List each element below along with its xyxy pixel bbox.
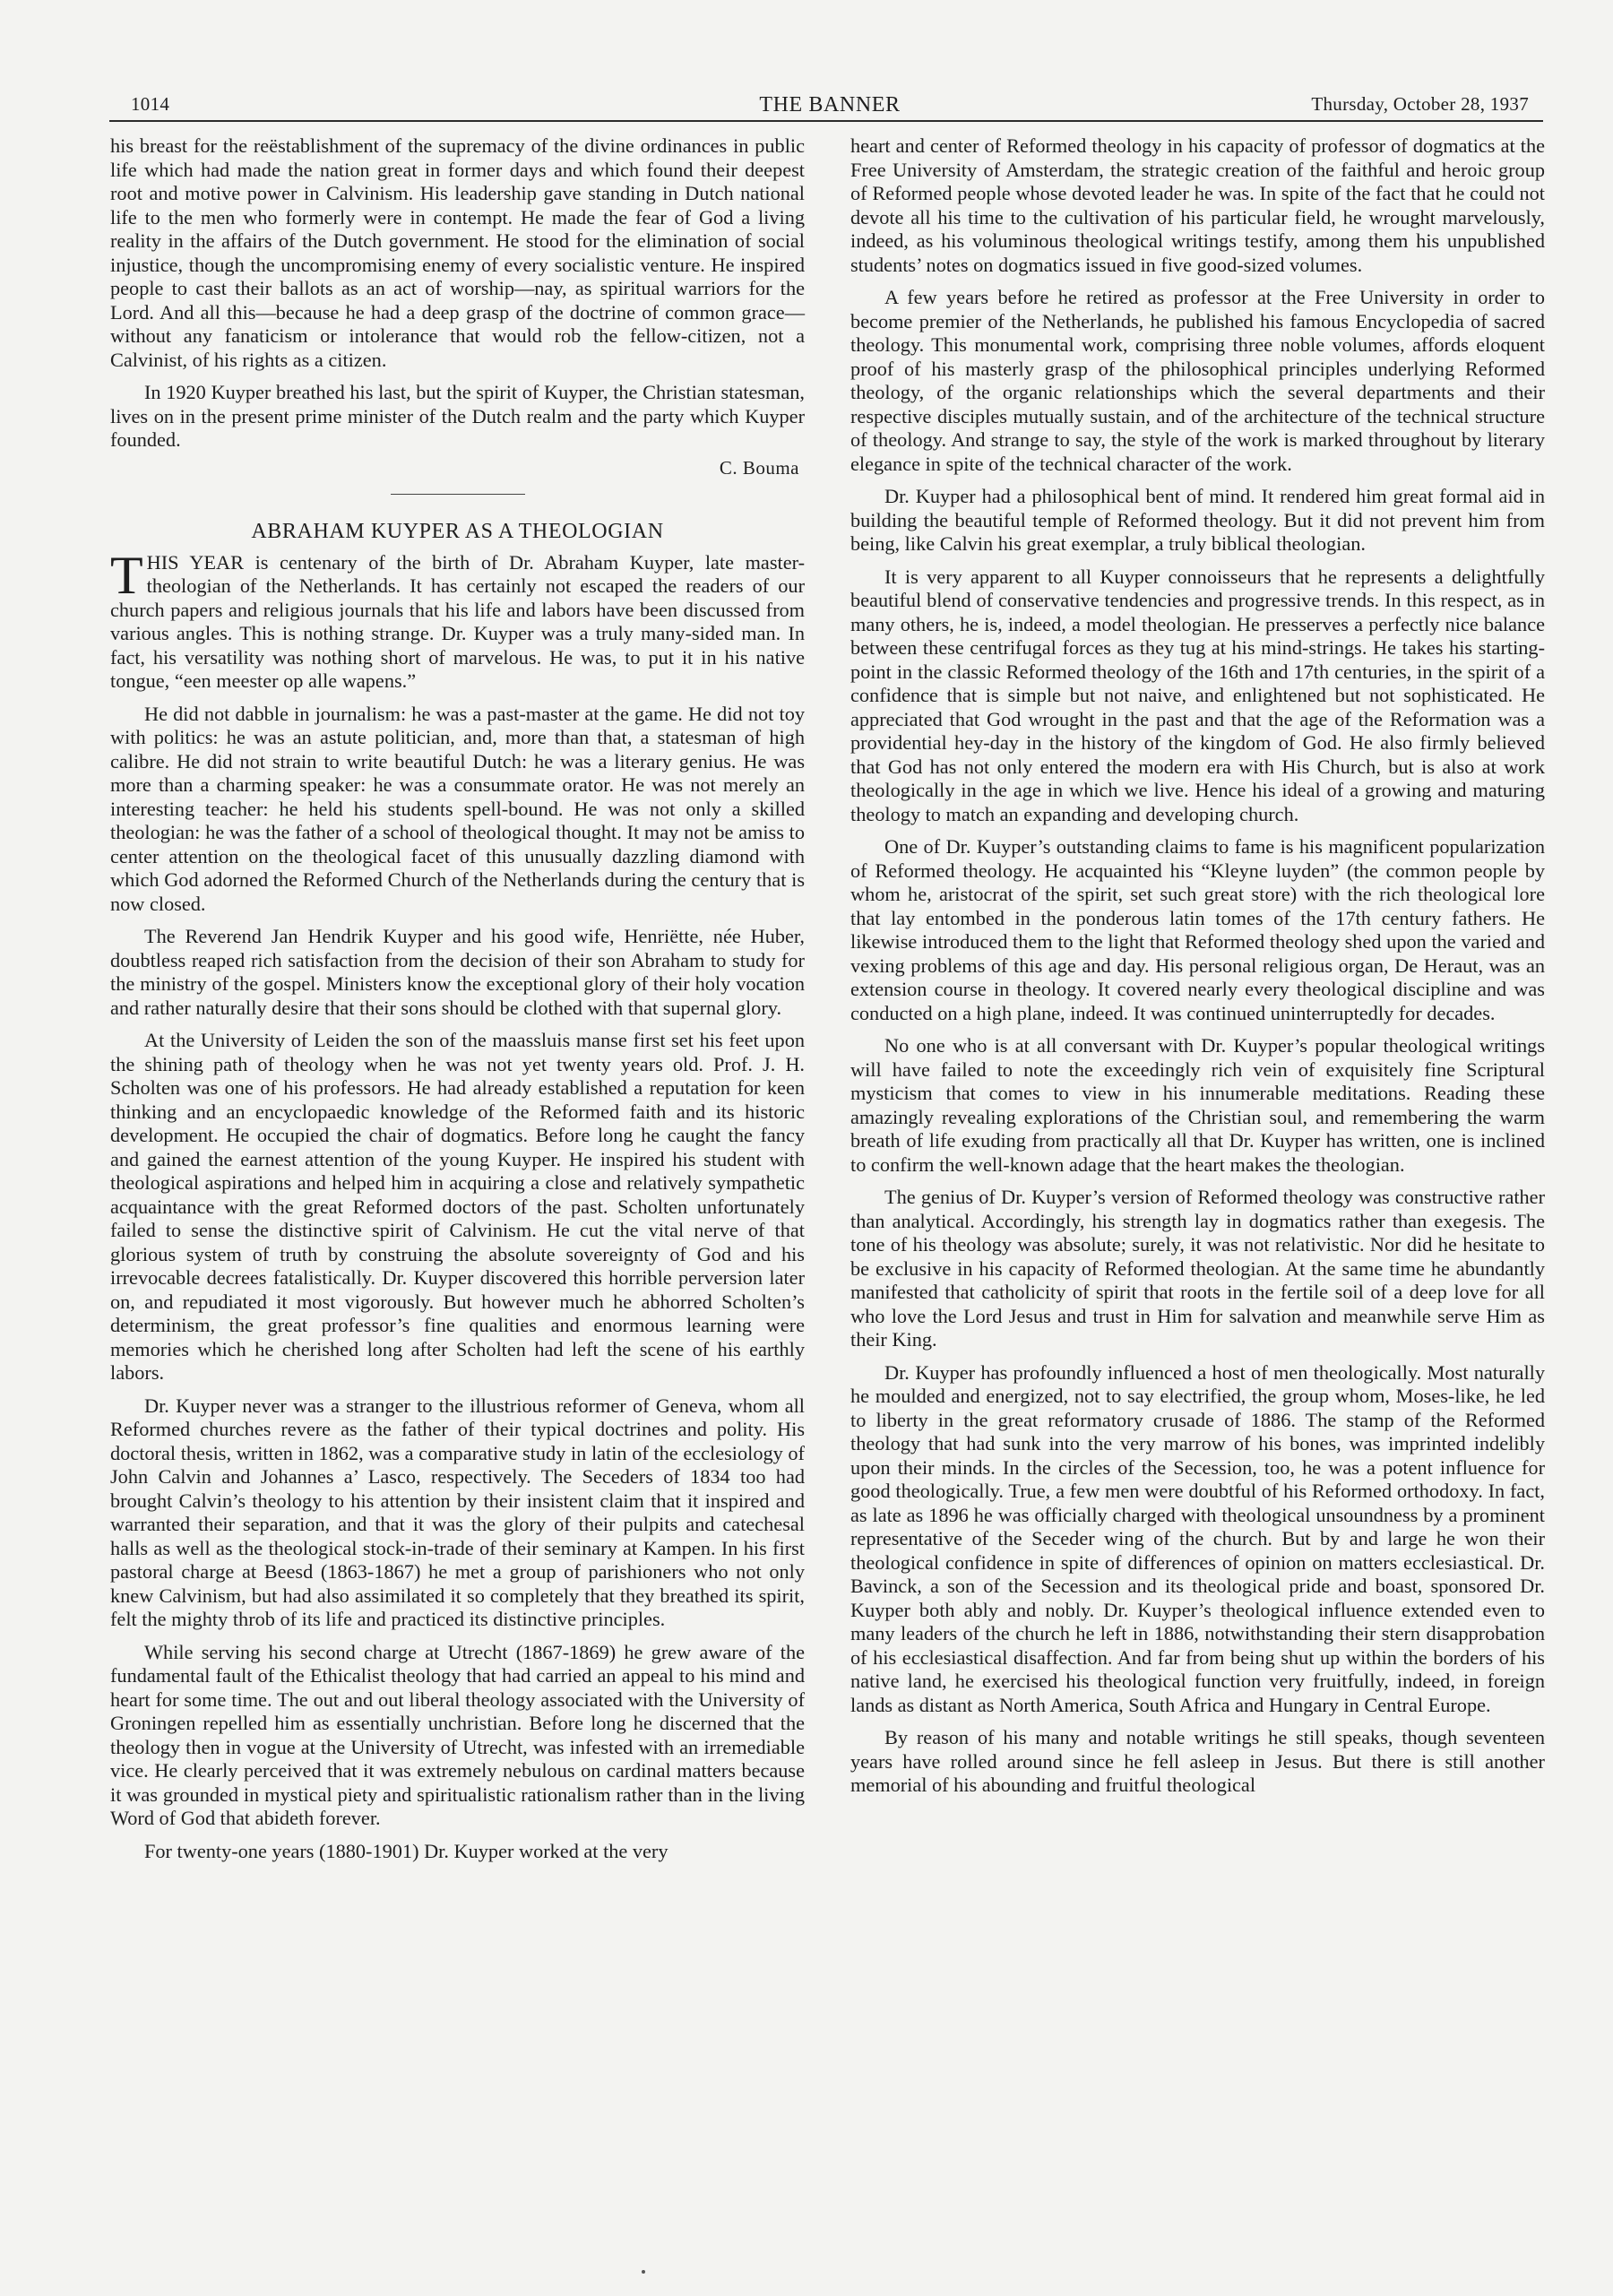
article-title: ABRAHAM KUYPER AS A THEOLOGIAN — [251, 520, 664, 543]
body-paragraph: By reason of his many and notable writings he still speaks, though seventeen years have rolled around since he fell asleep in Jesus. But there is still another memorial of his abounding and fruitful theological — [850, 1726, 1545, 1796]
body-paragraph: Dr. Kuyper has profoundly influenced a host of men theologically. Most naturally he moulded and energized, not to say electrified, the group whom, Moses-like, he led to liberty in the great reformatory crusade of 1886. The stamp of the Reformed theology that had sunk into the very marrow of his bones, was imprinted indelibly upon their minds. In the circles of the Secession, too, he was a potent influence for good theologically. True, a few men were doubtful of his Reformed orthodoxy. In fact, as late as 1896 he was officially charged with theological unsoundness by a prominent representative of the Seceder wing of the church. But by and large he won their theological confidence in spite of differences of opinion on matters ecclesiastical. Dr. Bavinck, a son of the Secession and its theological pride and boast, sponsored Dr. Kuyper both ably and nobly. Dr. Kuyper’s theological influence extended even to many leaders of the church he left in 1886, notwithstanding their stern disapprobation of his ecclesiastical disaffection. And far from being shut up within the borders of his native land, he exercised his theological function very fruitfully, indeed, in foreign lands as distant as North America, South Africa and Hungary in Central Europe. — [850, 1360, 1545, 1716]
page-mark — [642, 2270, 645, 2274]
body-paragraph: Dr. Kuyper never was a stranger to the illustrious reformer of Geneva, whom all Reformed churches revere as the father of their typical doctrines and polity. His doctoral thesis, written in 1862, was a comparative study in latin of the ecclesiology of John Calvin and Johannes a’ Lasco, respectively. The Seceders of 1834 too had brought Calvin’s theology to his attention by their insistent claim that it inspired and warranted their separation, and that it was the glory of their pulpits and catechesal halls as well as the theological stock-in-trade of their seminary at Kampen. In his first pastoral charge at Beesd (1863-1867) he met a group of parishioners who not only knew Calvinism, but had also assimilated it so completely that they breathed its spirit, felt the mighty throb of its life and practiced its distinctive principles. — [110, 1394, 805, 1630]
right-column — [850, 134, 1545, 1807]
publication-title: THE BANNER — [759, 93, 901, 117]
body-paragraph: A few years before he retired as professor at the Free University in order to become premier of the Netherlands, he published his famous Encyclopedia of sacred theology. This monumental work, comprising three noble volumes, affords eloquent proof of his masterly grasp of the philosophical principles underlying Reformed theology, of the organic relationships which the several departments and their respective disciples mutually sustain, and of the architecture of the technical structure of theology. And strange to say, the style of the work is marked throughout by literary elegance in spite of the technical character of the work. — [850, 286, 1545, 475]
issue-date: Thursday, October 28, 1937 — [1311, 93, 1529, 115]
body-paragraph: While serving his second charge at Utrecht (1867-1869) he grew aware of the fundamental fault of the Ethicalist theology that had carried an appeal to his mind and heart for some time. The out and out liberal theology associated with the University of Groningen repelled him as essentially unchristian. Before long he discerned that the theology then in vogue at the University of Utrecht, was infested with an irremediable vice. He clearly perceived that it was extremely nebulous on cardinal matters because it was grounded in mystical piety and spiritualistic rationalism rather than in the living Word of God that abideth forever. — [110, 1640, 805, 1829]
section-divider — [391, 494, 525, 495]
drop-cap: T — [110, 545, 143, 605]
page-header — [131, 93, 1529, 120]
body-paragraph: For twenty-one years (1880-1901) Dr. Kuyper worked at the very — [144, 1839, 668, 1862]
body-paragraph: The Reverend Jan Hendrik Kuyper and his good wife, Henriëtte, née Huber, doubtless reaped rich satisfaction from the decision of their son Abraham to study for the ministry of the gospel. Ministers know the exceptional glory of their holy vocation and rather naturally desire that their sons should be clothed with that supernal glory. — [110, 925, 805, 1019]
body-paragraph: He did not dabble in journalism: he was a past-master at the game. He did not toy with politics: he was an astute politician, and, more than that, a statesman of high calibre. He did not strain to write beautiful Dutch: he was a literary genius. He was more than a charming speaker: he was a consummate orator. He was not merely an interesting teacher: he held his students spell-bound. He was not only a skilled theologian: he was the father of a school of theological thought. It may not be amiss to center attention on the theological facet of this unusually dazzling diamond with which God adorned the Reformed Church of the Netherlands during the century that is now closed. — [110, 702, 805, 915]
page-number: 1014 — [131, 93, 170, 115]
body-paragraph: At the University of Leiden the son of the maassluis manse first set his feet upon the shining path of theology when he was not yet twenty years old. Prof. J. H. Scholten was one of his professors. He had already established a reputation for keen thinking and an encyclopaedic knowledge of the Reformed faith and its historic development. He occupied the chair of dogmatics. Before long he caught the fancy and gained the earnest attention of the young Kuyper. He inspired his student with theological aspirations and helped him in acquiring a close and relatively sympathetic acquaintance with the great Reformed doctors of the past. Scholten unfortunately failed to sense the distinctive spirit of Calvinism. He cut the vital nerve of that glorious system of truth by construing the absolute sovereignty of God and his irrevocable decrees fatalistically. Dr. Kuyper discovered this horrible perversion later on, and repudiated it most vigorously. But however much he abhorred Scholten’s determinism, the great professor’s fine qualities and enormous learning were memories which he cherished long after Scholten had left the scene of his earthly labors. — [110, 1029, 805, 1384]
author-signature: C. Bouma — [719, 456, 799, 479]
left-column — [110, 134, 805, 1872]
header-rule — [109, 120, 1543, 122]
body-paragraph: It is very apparent to all Kuyper connoisseurs that he represents a delightfully beautiful blend of conservative tendencies and progressive trends. In this respect, as in many others, he is, indeed, a model theologian. He presserves a perfectly nice balance between these centrifugal forces as they tug at his mind-strings. He takes his starting-point in the classic Reformed theology of the 16th and 17th centuries, in the spirit of a confidence that is simple but not naive, and enlightened but not sophisticated. He appreciated that God wrought in the past and that the age of the Reformation was a providential hey-day in the history of the kingdom of God. He also firmly believed that God has not only entered the modern era with His Church, but is also at work theologically in the age in which we live. Hence his ideal of a growing and maturing theology to match an expanding and developing church. — [850, 565, 1545, 825]
intro-paragraph-2: In 1920 Kuyper breathed his last, but the spirit of Kuyper, the Christian statesman, lives on in the present prime minister of the Dutch realm and the party which Kuyper founded. — [110, 381, 805, 451]
body-paragraph: No one who is at all conversant with Dr. Kuyper’s popular theological writings will have failed to note the exceedingly rich vein of exquisitely fine Scriptural mysticism that comes to view in his innumerable meditations. Reading these amazingly revealing explorations of the Christian soul, and remembering the warm breath of life exuding from practically all that Dr. Kuyper has written, one is inclined to confirm the well-known adage that the heart makes the theologian. — [850, 1034, 1545, 1176]
body-paragraph: The genius of Dr. Kuyper’s version of Reformed theology was constructive rather than analytical. Accordingly, his strength lay in dogmatics rather than exegesis. The tone of his theology was absolute; surely, it was not relativistic. Nor did he hesitate to be exclusive in his capacity of Reformed theologian. At the same time he abundantly manifested that catholicity of spirit that roots in the fertile soil of a deep love for all who love the Lord Jesus and trust in Him for salvation and meanwhile serve Him as their King. — [850, 1186, 1545, 1351]
article-first-paragraph: THIS YEAR is centenary of the birth of Dr. Abraham Kuyper, late master-theologian of the Netherlands. It has certainly not escaped the readers of our church papers and religious journals that his life and labors have been discussed from various angles. This is nothing strange. Dr. Kuyper was a truly many-sided man. In fact, his versatility was nothing short of marvelous. He was, to put it in his native tongue, “een meester op alle wapens.” — [110, 545, 805, 692]
continued-paragraph: heart and center of Reformed theology in his capacity of professor of dogmatics at the Free University of Amsterdam, the strategic creation of the faithful and heroic group of Reformed people whose devoted leader he was. In spite of the fact that he could not devote all his time to the cultivation of his particular field, he wrought marvelously, indeed, as his voluminous theological writings testify, among them his unpublished students’ notes on dogmatics issued in five good-sized volumes. — [850, 134, 1545, 276]
body-paragraph: One of Dr. Kuyper’s outstanding claims to fame is his magnificent popularization of Reformed theology. He acquainted his “Kleyne luyden” (the common people by whom he, aristocrat of the spirit, set such great store) with the rich theological lore that lay entombed in the ponderous latin tomes of the 17th century fathers. He likewise introduced them to the light that Reformed theology shed upon the varied and vexing problems of this age and day. His personal religious organ, De Heraut, was an extension course in theology. It covered nearly every theological discipline and was conducted on a high plane, indeed. It was continued uninterruptedly for decades. — [850, 835, 1545, 1024]
body-paragraph: Dr. Kuyper had a philosophical bent of mind. It rendered him great formal aid in building the beautiful temple of Reformed theology. But it did not prevent him from being, like Calvin his great exemplar, a truly biblical theologian. — [850, 485, 1545, 555]
intro-paragraph-1: his breast for the reëstablishment of the supremacy of the divine ordinances in public life which had made the nation great in former days and which found their deepest root and motive power in Calvinism. His leadership gave standing in Dutch national life to the men who formerly were in contempt. He made the fear of God a living reality in the affairs of the Dutch government. He stood for the elimination of social injustice, though the uncompromising enemy of every socialistic venture. He inspired people to cast their ballots as an act of worship—nay, as spiritual warriors for the Lord. And all this—because he had a deep grasp of the doctrine of common grace—without any fanaticism or intolerance that would rob the fellow-citizen, not a Calvinist, of his rights as a citizen. — [110, 134, 805, 371]
